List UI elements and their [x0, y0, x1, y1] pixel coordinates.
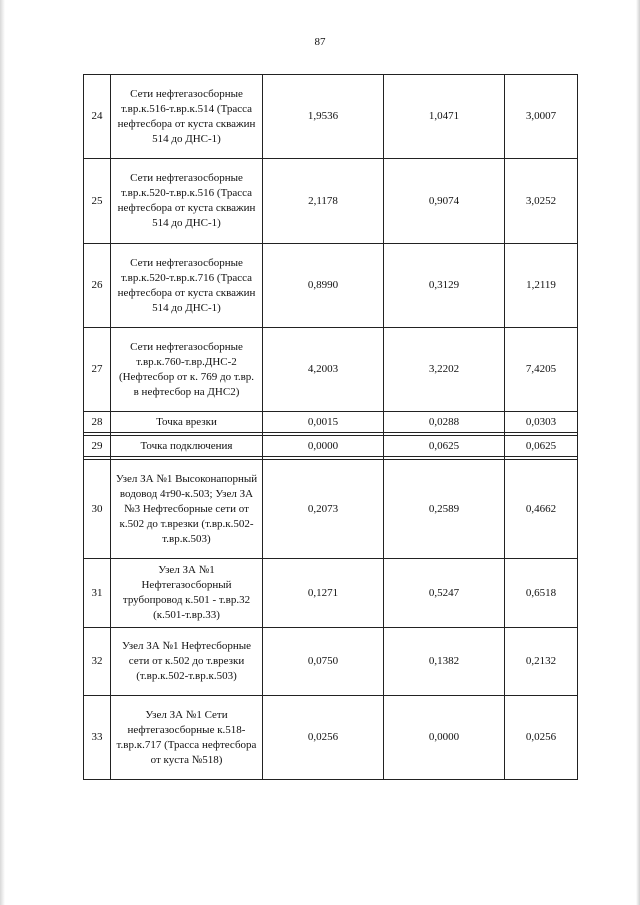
value-cell: 1,2119: [505, 244, 578, 328]
row-number: 31: [84, 559, 111, 628]
object-name: Узел ЗА №1 Высоконапорный водовод 4т90-к.503; Узел ЗА №3 Нефтесборные сети от к.502 до т.врезки (т.вр.к.502-т.вр.к.503): [111, 460, 263, 559]
value-cell: 3,0252: [505, 159, 578, 244]
value-cell: 0,6518: [505, 559, 578, 628]
table-row: [84, 412, 578, 433]
object-name: Сети нефтегазосборные т.вр.к.516-т.вр.к.514 (Трасса нефтесбора от куста скважин 514 до ДНС-1): [111, 75, 263, 159]
value-cell: 3,2202: [384, 328, 505, 412]
scan-edge: [0, 0, 5, 905]
row-number: 29: [84, 436, 111, 457]
scan-edge: [636, 0, 640, 905]
value-cell: 0,1271: [263, 559, 384, 628]
object-name: Сети нефтегазосборные т.вр.к.520-т.вр.к.716 (Трасса нефтесбора от куста скважин 514 до ДНС-1): [111, 244, 263, 328]
value-cell: 0,5247: [384, 559, 505, 628]
object-name: Узел ЗА №1 Сети нефтегазосборные к.518-т.вр.к.717 (Трасса нефтесбора от куста №518): [111, 696, 263, 780]
value-cell: 0,0000: [384, 696, 505, 780]
value-cell: 0,0015: [263, 412, 384, 433]
row-number: 30: [84, 460, 111, 559]
row-number: 25: [84, 159, 111, 244]
page-number: 87: [314, 36, 326, 48]
row-number: 33: [84, 696, 111, 780]
value-cell: 1,9536: [263, 75, 384, 159]
object-name: Сети нефтегазосборные т.вр.к.760-т.вр.ДНС-2 (Нефтесбор от к. 769 до т.вр. в нефтесбор на ДНС2): [111, 328, 263, 412]
table-row: [84, 436, 578, 457]
value-cell: 0,0256: [263, 696, 384, 780]
value-cell: 0,0288: [384, 412, 505, 433]
value-cell: 0,2589: [384, 460, 505, 559]
value-cell: 0,4662: [505, 460, 578, 559]
value-cell: 0,1382: [384, 628, 505, 696]
table-row: [84, 328, 578, 412]
table-row: [84, 559, 578, 628]
object-name: Узел ЗА №1 Нефтесборные сети от к.502 до т.врезки (т.вр.к.502-т.вр.к.503): [111, 628, 263, 696]
value-cell: 3,0007: [505, 75, 578, 159]
value-cell: 0,2132: [505, 628, 578, 696]
table-row: [84, 628, 578, 696]
value-cell: 0,0750: [263, 628, 384, 696]
value-cell: 0,0303: [505, 412, 578, 433]
row-number: 26: [84, 244, 111, 328]
row-number: 32: [84, 628, 111, 696]
row-number: 27: [84, 328, 111, 412]
object-name: Точка врезки: [111, 412, 263, 433]
value-cell: 7,4205: [505, 328, 578, 412]
value-cell: 0,0000: [263, 436, 384, 457]
object-name: Сети нефтегазосборные т.вр.к.520-т.вр.к.516 (Трасса нефтесбора от куста скважин 514 до ДНС-1): [111, 159, 263, 244]
value-cell: 0,8990: [263, 244, 384, 328]
value-cell: 0,0625: [505, 436, 578, 457]
value-cell: 0,0256: [505, 696, 578, 780]
data-table: [83, 74, 578, 780]
table-row: [84, 75, 578, 159]
row-number: 28: [84, 412, 111, 433]
table-row: [84, 696, 578, 780]
value-cell: 2,1178: [263, 159, 384, 244]
value-cell: 4,2003: [263, 328, 384, 412]
table-row: [84, 159, 578, 244]
value-cell: 0,3129: [384, 244, 505, 328]
value-cell: 0,0625: [384, 436, 505, 457]
value-cell: 1,0471: [384, 75, 505, 159]
object-name: Точка подключения: [111, 436, 263, 457]
table-row: [84, 460, 578, 559]
table-row: [84, 244, 578, 328]
value-cell: 0,2073: [263, 460, 384, 559]
row-number: 24: [84, 75, 111, 159]
object-name: Узел ЗА №1 Нефтегазосборный трубопровод к.501 - т.вр.32 (к.501-т.вр.33): [111, 559, 263, 628]
value-cell: 0,9074: [384, 159, 505, 244]
